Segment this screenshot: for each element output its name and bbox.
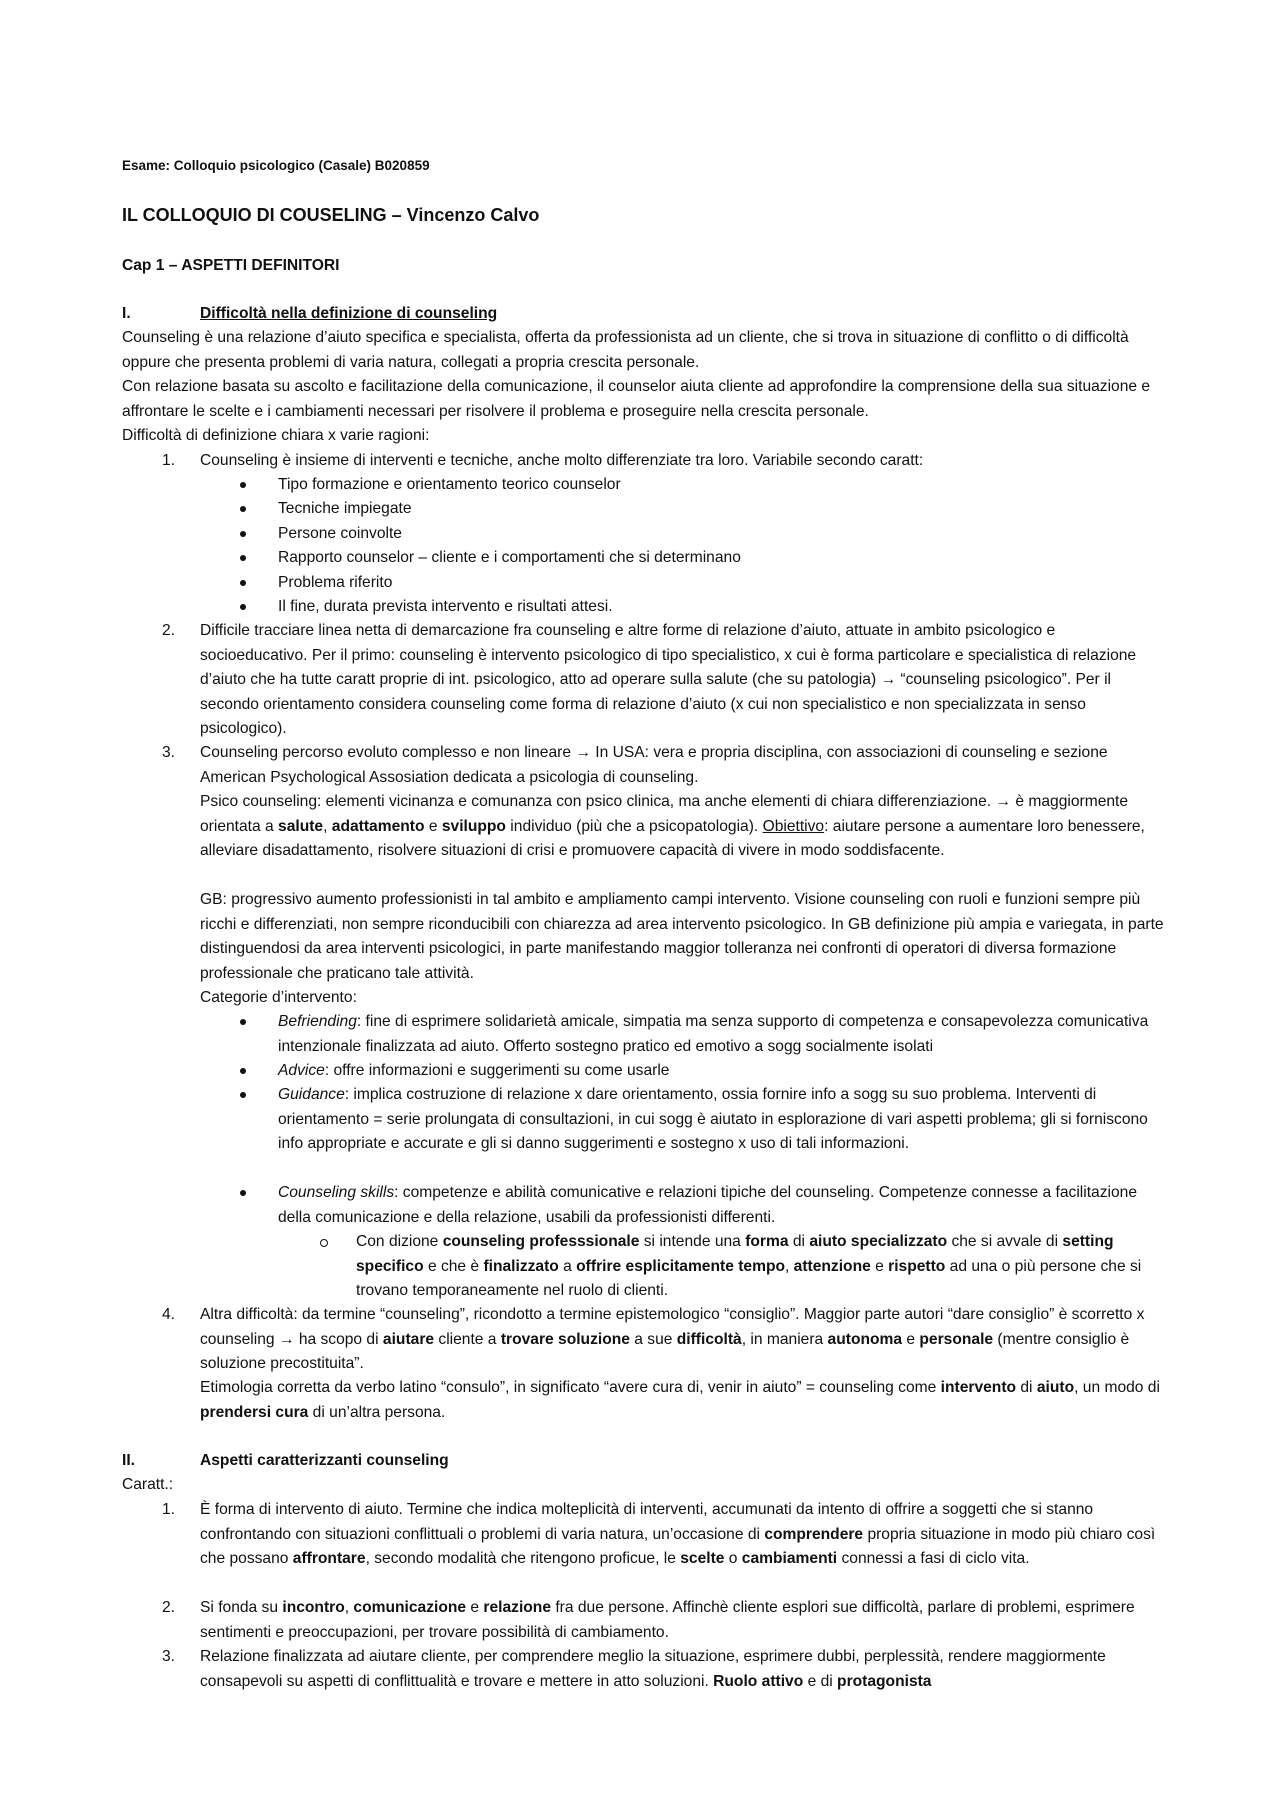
bullet-item: Problema riferito [278, 574, 393, 591]
paragraph: Con relazione basata su ascolto e facilitazione della comunicazione, il counselor aiuta cliente ad approfondire la comprensione della sua situazione e affrontare le scelte e i cambiamenti necessari per risolvere il problema e proseguire nella crescita personale. [122, 378, 1151, 420]
bullet-item: Il fine, durata prevista intervento e risultati attesi. [278, 598, 613, 615]
bullet-icon [240, 473, 252, 488]
list-item-text: Altra difficoltà: da termine “counseling”, ricondotto a termine epistemologico “consiglio”. Maggior parte autori “dare consiglio” è scorretto x counseling → ha scopo di aiutare cliente a trovare soluzione a sue difficoltà, in maniera autonoma e personale (mentre consiglio è soluzione precostituita”. [200, 1306, 1145, 1372]
list-number: 3. [162, 1648, 176, 1665]
list-item-text: È forma di intervento di aiuto. Termine che indica molteplicità di interventi, accumunati da intento di offrire a soggetti che si stanno confrontando con situazioni conflittuali o problemi di varia natura, un’occasione di comprendere propria situazione in modo più chiaro così che possano affrontare, secondo modalità che ritengono proficue, le scelte o cambiamenti connessi a fasi di ciclo vita. [200, 1501, 1156, 1567]
paragraph: Caratt.: [122, 1476, 174, 1493]
section-title: Aspetti caratterizzanti counseling [200, 1452, 449, 1469]
bullet-item: Advice: offre informazioni e suggerimenti su come usarle [278, 1062, 670, 1079]
bullet-item: Tipo formazione e orientamento teorico counselor [278, 476, 621, 493]
circle-bullet-icon [320, 1230, 332, 1247]
section-title: Difficoltà nella definizione di counseling [200, 305, 498, 322]
sub-bullet-item: Con dizione counseling professsionale si intende una forma di aiuto specializzato che si avvale di setting specifico e che è finalizzato a offrire esplicitamente tempo, attenzione e rispetto ad una o più persone che si trovano temporaneamente nel ruolo di clienti. [356, 1233, 1142, 1299]
exam-header: Esame: Colloquio psicologico (Casale) B020859 [122, 158, 430, 173]
paragraph: Difficoltà di definizione chiara x varie ragioni: [122, 427, 430, 444]
paragraph: Counseling è una relazione d’aiuto specifica e specialista, offerta da professionista ad un cliente, che si trova in situazione di conflitto o di difficoltà oppure che presenta problemi di varia natura, collegati a propria crescita personale. [122, 329, 1129, 371]
bullet-icon [240, 1010, 252, 1025]
bullet-item: Guidance: implica costruzione di relazione x dare orientamento, ossia fornire info a sogg su suo problema. Interventi di orientamento = serie prolungata di consultazioni, in cui sogg è aiutato in esplorazione di vari aspetti problema; gli si forniscono info appropriate e accurate e gli si danno suggerimenti e sostegno x uso di tali informazioni. [278, 1086, 1148, 1152]
bullet-item: Rapporto counselor – cliente e i comportamenti che si determinano [278, 549, 741, 566]
bullet-item: Persone coinvolte [278, 525, 402, 542]
list-item-text: Counseling percorso evoluto complesso e non lineare → In USA: vera e propria disciplina, con associazioni di counseling e sezione American Psychological Assosiation dedicata a psicologia di counseling. [200, 744, 1108, 786]
list-number: 3. [162, 744, 176, 761]
list-item-text: Etimologia corretta da verbo latino “consulo”, in significato “avere cura di, venir in aiuto” = counseling come intervento di aiuto, un modo di prendersi cura di un’altra persona. [200, 1379, 1160, 1421]
list-number: 2. [162, 1599, 176, 1616]
list-item-text: GB: progressivo aumento professionisti in tal ambito e ampliamento campi intervento. Visione counseling con ruoli e funzioni sempre più ricchi e differenziati, non sempre riconducibili con chiarezza ad area intervento psicologico. In GB definizione più ampia e variegata, in parte distinguendosi da area interventi psicologici, in parte manifestando maggior tolleranza nei confronti di operatori di diversa formazione professionale che praticano tale attività. [200, 891, 1164, 982]
bullet-item: Befriending: fine di esprimere solidarietà amicale, simpatia ma senza supporto di competenza e consapevolezza comunicativa intenzionale finalizzata ad aiuto. Offerto sostegno pratico ed emotivo a sogg socialmente isolati [278, 1013, 1149, 1055]
bullet-icon [240, 595, 252, 610]
bullet-icon [240, 1059, 252, 1074]
list-item-text: Relazione finalizzata ad aiutare cliente, per comprendere meglio la situazione, esprimere dubbi, perplessità, rendere maggiormente consapevoli su aspetti di conflittualità e trovare e mettere in atto soluzioni. Ruolo attivo e di protagonista [200, 1648, 1106, 1690]
bullet-icon [240, 1181, 252, 1196]
list-item-text: Si fonda su incontro, comunicazione e relazione fra due persone. Affinchè cliente esplori sue difficoltà, parlare di problemi, esprimere sentimenti e preoccupazioni, per trovare possibilità di cambiamento. [200, 1599, 1135, 1641]
list-number: 2. [162, 622, 176, 639]
section-heading-1 [122, 302, 1162, 327]
bullet-item: Counseling skills: competenze e abilità comunicative e relazioni tipiche del counseling. Competenze connesse a facilitazione della comunicazione e della relazione, usabili da professionisti differenti. [278, 1184, 1138, 1226]
bullet-icon [240, 497, 252, 512]
bullet-icon [240, 522, 252, 537]
bullet-item: Tecniche impiegate [278, 500, 412, 517]
section-number: I. [122, 305, 131, 322]
section-heading-2 [122, 1449, 1162, 1474]
bullet-icon [240, 1083, 252, 1098]
list-item-text: Categorie d’intervento: [200, 989, 357, 1006]
list-item-text: Counseling è insieme di interventi e tecniche, anche molto differenziate tra loro. Variabile secondo caratt: [200, 452, 924, 469]
list-number: 4. [162, 1306, 176, 1323]
list-number: 1. [162, 452, 176, 469]
chapter-heading: Cap 1 – ASPETTI DEFINITORI [122, 257, 340, 274]
list-number: 1. [162, 1501, 176, 1518]
document-title: IL COLLOQUIO DI COUSELING – Vincenzo Calvo [122, 205, 540, 225]
bullet-icon [240, 546, 252, 561]
section-number: II. [122, 1452, 135, 1469]
bullet-icon [240, 571, 252, 586]
list-item-text: Psico counseling: elementi vicinanza e comunanza con psico clinica, ma anche elementi di chiara differenziazione. → è maggiormente orientata a salute, adattamento e sviluppo individuo (più che a psicopatologia). Obiettivo: aiutare persone a aumentare loro benessere, alleviare disadattamento, risolvere situazioni di crisi e promuovere capacità di vivere in modo soddisfacente. [200, 793, 1145, 859]
list-item-text: Difficile tracciare linea netta di demarcazione fra counseling e altre forme di relazione d’aiuto, attuate in ambito psicologico e socioeducativo. Per il primo: counseling è intervento psicologico di tipo specialistico, x cui è forma particolare e specialistica di relazione d’aiuto che ha tutte caratt proprie di int. psicologico, atto ad operare sulla salute (che su patologia) → “counseling psicologico”. Per il secondo orientamento considera counseling come forma di relazione d’aiuto (x cui non specialistico e non specializzata in senso psicologico). [200, 622, 1137, 737]
